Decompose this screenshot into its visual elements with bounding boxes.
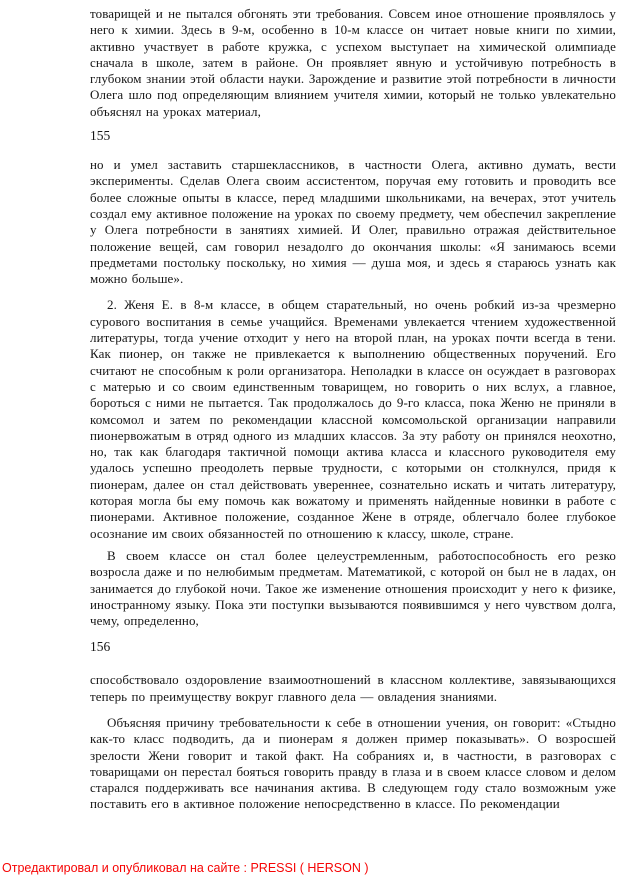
paragraph-oleg-chemistry: товарищей и не пытался обгонять эти требования. Совсем иное отношение проявлялось у него к химии. Здесь в 9-м, особенно в 10-м классе он читает новые книги по химии, активно участвует в работе кружка, с успехом выступает на химической олимпиаде сначала в школе, затем в районе. Он проявляет явную и устойчивую потребность в глубоком знании этой области науки. Зарождение и развитие этой потребности в личности Олега шло под определяющим влиянием учителя химии, который не только увлекательно объяснял на уроках материал, bbox=[90, 6, 616, 119]
paragraph-zhenya-class: В своем классе он стал более целеустремленным, работоспособность его резко возросла даже и по нелюбимым предметам. Математикой, с которой он был не в ладах, он занимается до глубокой ночи. Такое же изменение отношения происходит у него к физике, иностранному языку. Пока эти поступки вызываются появившимся у него чувством долга, чему, определенно, bbox=[90, 547, 616, 629]
paragraph-zhenya-case: 2. Женя Е. в 8-м классе, в общем старательный, но очень робкий из-за чрезмерно сурового воспитания в семье учащийся. Временами увлекается чтением художественной литературы, тогда учение отходит у него на второй план, на уроках почти всегда в тени. Как пионер, он также не привлекается к выполнению общественных поручений. Его считают не способным к роли организатора. Неполадки в классе он осуждает в разговорах с матерью и со своим единственным товарищем, но говорить о них вслух, а главное, бороться с ними не пытается. Так продолжалось до 9-го класса, пока Женю не приняли в комсомол и затем по рекомендации классной комсомольской организации направили пионервожатым в отряд одного из младших классов. За эту работу он принялся неохотно, но, так как благодаря тактичной помощи актива класса и классного руководителя ему удалось успешно преодолеть первые трудности, с которыми он столкнулся, придя к пионерам, далее он стал действовать увереннее, сознательно искать и читать литературу, которая могла бы ему помочь как вожатому и применять найденные новинки в работе с пионерами. Активное положение, созданное Жене в отряде, облегчало более глубокое осознание им своих обязанностей по отношению к классу, школе, стране. bbox=[90, 297, 616, 541]
page-number-155: 155 bbox=[90, 128, 111, 144]
page-number-156: 156 bbox=[90, 639, 111, 655]
paragraph-zhenya-maturity: Объясняя причину требовательности к себе в отношении учения, он говорит: «Стыдно как-то класс подводить, да и пионерам я должен пример показывать». О возросшей зрелости Жени говорит и такой факт. На собраниях и, в частности, в разговорах с товарищами он перестал бояться говорить правду в глаза и в своем классе словом и делом старался поддерживать все начинания актива. В следующем году стало возможным уже поставить его в активное положение непосредственно в классе. По рекомендации bbox=[90, 714, 616, 812]
paragraph-collective: способствовало оздоровление взаимоотношений в классном коллективе, завязывающихся теперь по преимуществу вокруг главного дела — овладения знаниями. bbox=[90, 672, 616, 704]
pressi-watermark: Отредактировал и опубликовал на сайте : PRESSI ( HERSON ) bbox=[2, 861, 369, 875]
paragraph-oleg-teacher: но и умел заставить старшеклассников, в частности Олега, активно думать, вести эксперименты. Сделав Олега своим ассистентом, поручая ему готовить и проводить все более сложные опыты в классе, перед младшими школьниками, на вечерах, этот учитель создал ему активное положение на уроках по своему предмету, чем обеспечил закрепление у Олега потребности в занятиях химией. И Олег, правильно отражая действительное положение вещей, сам говорил незадолго до окончания школы: «Я занимаюсь всеми предметами постольку поскольку, но химия — душа моя, и здесь я стараюсь узнать как можно больше». bbox=[90, 157, 616, 287]
